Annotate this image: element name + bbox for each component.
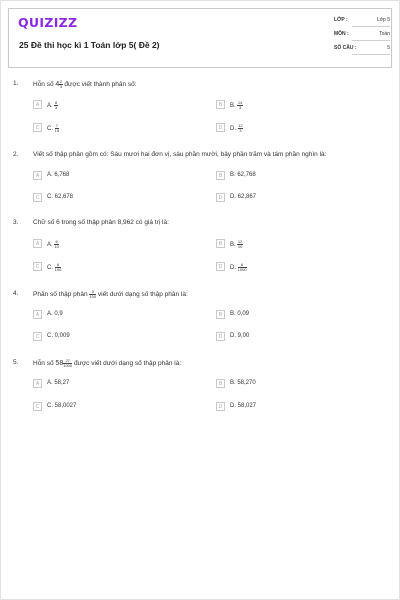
option-text: [47, 101, 58, 110]
mixed-number-whole: 58: [55, 360, 64, 368]
fraction-denominator: 100: [54, 267, 62, 272]
option-checkbox[interactable]: A: [33, 379, 42, 388]
option-prefix: B.: [230, 103, 236, 110]
option-fraction: [237, 101, 242, 110]
option-text: [47, 124, 59, 133]
meta-underline: [352, 26, 390, 27]
question-text: [33, 359, 181, 368]
fraction-denominator: 10: [237, 244, 243, 249]
option-prefix: C.: [47, 126, 53, 133]
document-title: 25 Đề thi học kì 1 Toán lớp 5( Đề 2): [19, 40, 160, 50]
question-number: 3.: [13, 219, 19, 226]
option-text: B. 58,270: [230, 380, 256, 386]
fraction-numerator: 6: [55, 239, 58, 244]
option-fraction: [54, 101, 57, 110]
option-checkbox[interactable]: D: [216, 262, 225, 271]
option-fraction: [54, 240, 58, 249]
option-text: A. 58,27: [47, 380, 70, 386]
fraction-numerator: 12: [238, 123, 243, 128]
quizizz-logo: QUIZIZZ: [18, 15, 78, 30]
meta-label: MÔN :: [334, 31, 349, 37]
fraction-numerator: 6: [238, 263, 247, 268]
fraction-denominator: 100: [89, 294, 97, 299]
option-text: D. 58,027: [230, 403, 257, 409]
fraction-numerator: 7: [55, 123, 59, 128]
option-prefix: A.: [47, 103, 53, 110]
fraction-denominator: 3: [54, 105, 58, 110]
question-number: 1.: [13, 80, 19, 87]
meta-value: 5: [387, 45, 390, 51]
question-text-before: Hỗn số: [33, 81, 54, 89]
option-checkbox[interactable]: A: [33, 310, 42, 319]
option-text: [230, 124, 243, 133]
question-fraction: [89, 290, 96, 299]
meta-info: [334, 17, 390, 59]
option-text: [47, 240, 59, 249]
option-text: B. 0,09: [230, 311, 250, 317]
option-checkbox[interactable]: D: [216, 193, 225, 202]
option-checkbox[interactable]: C: [33, 332, 42, 341]
option-fraction: [237, 240, 242, 249]
fraction-denominator: 1000: [63, 363, 73, 368]
option-checkbox[interactable]: C: [33, 262, 42, 271]
option-checkbox[interactable]: B: [216, 310, 225, 319]
worksheet-header: [8, 8, 392, 68]
option-checkbox[interactable]: A: [33, 171, 42, 180]
option-text: A. 6,768: [47, 172, 70, 178]
meta-value: Toán: [379, 31, 390, 37]
question-text: Viết số thập phân gồm có: Sáu mươi hai đơn vị, sáu phần mười, bảy phần trăm và tám phần nghìn là:: [33, 151, 327, 158]
question-number: 5.: [13, 359, 19, 366]
meta-underline: [352, 40, 390, 41]
option-checkbox[interactable]: B: [216, 171, 225, 180]
option-prefix: D.: [230, 126, 236, 133]
fraction-denominator: 15: [54, 128, 60, 133]
question-text: [33, 80, 137, 89]
option-text: [230, 240, 243, 249]
option-checkbox[interactable]: D: [216, 402, 225, 411]
option-checkbox[interactable]: C: [33, 193, 42, 202]
fraction-numerator: 6: [55, 263, 62, 268]
option-text: C. 58,0027: [47, 403, 77, 409]
option-prefix: C.: [47, 265, 53, 272]
meta-label: SỐ CÂU :: [334, 45, 357, 51]
question-text: Chữ số 6 trong số thập phân 8,962 có giá trị là:: [33, 219, 169, 226]
option-checkbox[interactable]: C: [33, 123, 42, 132]
meta-row-count: [334, 45, 390, 59]
option-text: B. 62,768: [230, 172, 256, 178]
question-number: 4.: [13, 290, 19, 297]
fraction-denominator: 3: [59, 84, 63, 89]
fraction-numerator: 27: [63, 359, 72, 364]
option-checkbox[interactable]: D: [216, 123, 225, 132]
mixed-number-fraction: [59, 80, 62, 89]
question-text-after: được viết dưới dạng số thập phân là:: [73, 360, 182, 368]
option-fraction: [55, 124, 59, 133]
fraction-numerator: 9: [89, 290, 96, 295]
option-checkbox[interactable]: C: [33, 402, 42, 411]
option-text: [47, 263, 61, 272]
fraction-denominator: 10: [54, 244, 59, 249]
option-fraction: [238, 124, 243, 133]
option-prefix: A.: [47, 242, 53, 249]
fraction-numerator: 14: [237, 100, 243, 105]
fraction-numerator: 12: [237, 239, 243, 244]
option-checkbox[interactable]: A: [33, 239, 42, 248]
option-fraction: [55, 263, 62, 272]
meta-value: Lớp 5: [376, 17, 390, 23]
option-text: [230, 101, 243, 110]
fraction-denominator: 3: [238, 105, 242, 110]
option-checkbox[interactable]: D: [216, 332, 225, 341]
question-text-before: Hỗn số: [33, 360, 54, 368]
option-checkbox[interactable]: B: [216, 100, 225, 109]
question-text-before: Phân số thập phân: [33, 291, 88, 299]
fraction-numerator: 2: [59, 79, 63, 84]
fraction-denominator: 3: [239, 128, 242, 133]
question-text-after: được viết thành phân số:: [64, 81, 137, 89]
fraction-denominator: 1000: [237, 267, 247, 272]
option-checkbox[interactable]: B: [216, 239, 225, 248]
option-checkbox[interactable]: A: [33, 100, 42, 109]
option-prefix: D.: [230, 265, 236, 272]
fraction-numerator: 8: [54, 100, 58, 105]
mixed-number-fraction: [63, 359, 72, 368]
question-text-after: viết dưới dạng số thập phân là:: [97, 291, 188, 299]
option-text: A. 0,9: [47, 311, 63, 317]
option-text: [230, 263, 247, 272]
question-text: [33, 290, 188, 299]
option-checkbox[interactable]: B: [216, 379, 225, 388]
option-prefix: B.: [230, 242, 236, 249]
meta-underline: [352, 54, 390, 55]
option-text: D. 9,00: [230, 333, 250, 339]
option-text: C. 62,678: [47, 194, 74, 200]
option-text: C. 0,009: [47, 333, 70, 339]
question-number: 2.: [13, 151, 19, 158]
meta-row-subject: [334, 31, 390, 45]
option-fraction: [238, 263, 247, 272]
option-text: D. 62,867: [230, 194, 257, 200]
mixed-number-whole: 4: [55, 81, 60, 89]
meta-row-class: [334, 17, 390, 31]
meta-label: LỚP :: [334, 17, 348, 23]
